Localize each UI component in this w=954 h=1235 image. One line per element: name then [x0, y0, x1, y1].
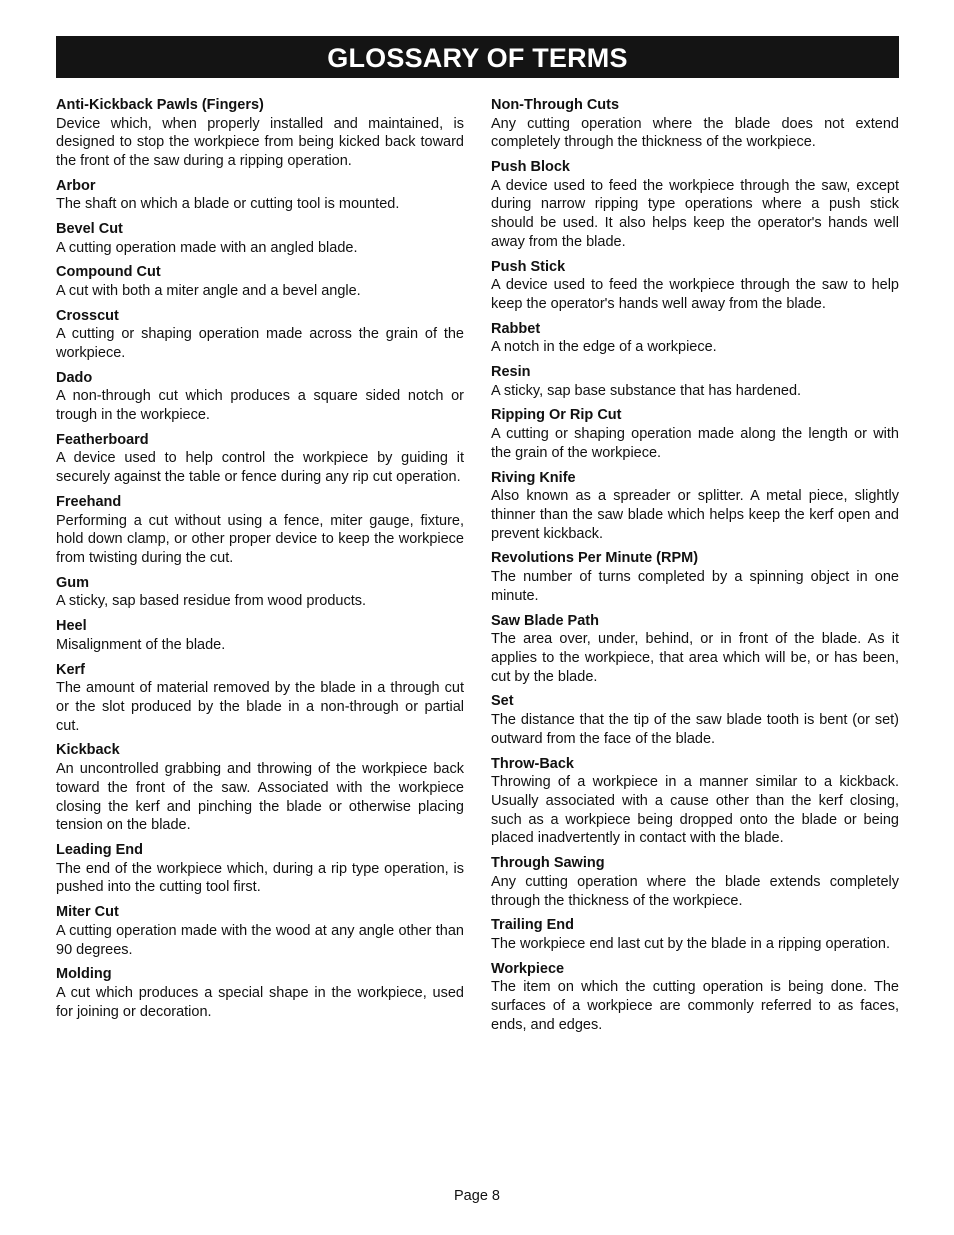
glossary-definition: A device used to feed the workpiece through the saw to help keep the operator's hands well away from the blade. — [491, 277, 899, 313]
glossary-definition: The area over, under, behind, or in front of the blade. As it applies to the workpiece, that area which will be, or has been, cut by the blade. — [491, 631, 899, 685]
glossary-term: Saw Blade Path — [491, 612, 599, 629]
glossary-term: Miter Cut — [56, 904, 119, 921]
glossary-term: Trailing End — [491, 917, 574, 934]
glossary-definition: A cutting operation made with an angled blade. — [56, 239, 358, 256]
page-title: GLOSSARY OF TERMS — [56, 36, 899, 78]
glossary-definition: A cutting operation made with the wood at any angle other than 90 degrees. — [56, 922, 464, 958]
glossary-term: Workpiece — [491, 960, 565, 977]
glossary-entry — [491, 469, 899, 544]
glossary-entry — [491, 612, 899, 687]
glossary-definition: The item on which the cutting operation is being done. The surfaces of a workpiece are commonly referred to as faces, ends, and edges. — [491, 979, 899, 1033]
glossary-definition: A cut which produces a special shape in the workpiece, used for joining or decoration. — [56, 984, 464, 1020]
glossary-entry — [56, 903, 464, 959]
glossary-term: Featherboard — [56, 431, 149, 448]
glossary-definition: A sticky, sap base substance that has hardened. — [491, 382, 802, 399]
glossary-left-column — [56, 96, 464, 1027]
glossary-term: Gum — [56, 574, 90, 591]
glossary-entry — [56, 574, 464, 611]
glossary-definition: The shaft on which a blade or cutting tool is mounted. — [56, 196, 400, 213]
glossary-entry — [491, 406, 899, 462]
glossary-entry — [491, 854, 899, 910]
glossary-entry — [491, 549, 899, 605]
glossary-definition: A device used to feed the workpiece through the saw, except during narrow ripping type operations where a push stick should be used. It also helps keep the operator's hands well away from the blade. — [491, 177, 899, 250]
glossary-definition: Misalignment of the blade. — [56, 636, 226, 653]
glossary-definition: Also known as a spreader or splitter. A metal piece, slightly thinner than the saw blade which helps keep the kerf open and prevent kickback. — [491, 488, 899, 542]
glossary-term: Molding — [56, 966, 112, 983]
glossary-definition: A device used to help control the workpiece by guiding it securely against the table or fence during any rip cut operation. — [56, 450, 464, 486]
glossary-term: Dado — [56, 369, 93, 386]
glossary-term: Rabbet — [491, 320, 541, 337]
glossary-term: Riving Knife — [491, 469, 576, 486]
glossary-entry — [491, 755, 899, 849]
glossary-term: Revolutions Per Minute (RPM) — [491, 550, 699, 567]
glossary-entry — [491, 960, 899, 1035]
glossary-term: Ripping Or Rip Cut — [491, 407, 622, 424]
glossary-entry — [56, 741, 464, 835]
glossary-term: Heel — [56, 618, 87, 635]
glossary-term: Bevel Cut — [56, 221, 123, 238]
glossary-entry — [491, 258, 899, 314]
glossary-term: Through Sawing — [491, 855, 605, 872]
glossary-entry — [56, 617, 464, 654]
glossary-entry — [56, 96, 464, 171]
glossary-entry — [491, 96, 899, 152]
glossary-definition: A cut with both a miter angle and a bevel angle. — [56, 282, 361, 299]
glossary-entry — [56, 177, 464, 214]
glossary-entry — [491, 158, 899, 252]
glossary-entry — [56, 263, 464, 300]
glossary-entry — [491, 320, 899, 357]
glossary-term: Arbor — [56, 177, 96, 194]
glossary-right-column — [491, 96, 899, 1041]
glossary-term: Throw-Back — [491, 755, 574, 772]
glossary-definition: A sticky, sap based residue from wood products. — [56, 593, 367, 610]
glossary-definition: Device which, when properly installed and maintained, is designed to stop the workpiece from being kicked back toward the front of the saw during a ripping operation. — [56, 115, 464, 170]
glossary-definition: Performing a cut without using a fence, miter gauge, fixture, hold down clamp, or other proper device to keep the workpiece from twisting during the cut. — [56, 512, 464, 567]
glossary-entry — [56, 965, 464, 1021]
glossary-entry — [56, 307, 464, 363]
glossary-entry — [491, 692, 899, 748]
glossary-term: Non-Through Cuts — [491, 97, 620, 113]
glossary-definition: The amount of material removed by the blade in a through cut or the slot produced by the blade in a non-through or partial cut. — [56, 680, 464, 734]
glossary-entry — [56, 661, 464, 736]
glossary-term: Freehand — [56, 494, 122, 511]
glossary-definition: Any cutting operation where the blade does not extend completely through the thickness of the workpiece. — [491, 115, 899, 151]
glossary-definition: The workpiece end last cut by the blade in a ripping operation. — [491, 935, 890, 952]
glossary-definition: A non-through cut which produces a square sided notch or trough in the workpiece. — [56, 388, 464, 424]
glossary-term: Push Block — [491, 159, 570, 176]
glossary-entry — [56, 369, 464, 425]
glossary-definition: A cutting or shaping operation made across the grain of the workpiece. — [56, 326, 464, 362]
glossary-term: Anti-Kickback Pawls (Fingers) — [56, 97, 264, 113]
glossary-entry — [56, 841, 464, 897]
glossary-entry — [56, 493, 464, 568]
glossary-term: Compound Cut — [56, 264, 161, 281]
glossary-definition: The end of the workpiece which, during a rip type operation, is pushed into the cutting tool first. — [56, 860, 464, 896]
glossary-entry — [491, 916, 899, 953]
glossary-definition: Throwing of a workpiece in a manner similar to a kickback. Usually associated with a cause other than the kerf closing, such as a workpiece being dropped onto the blade or being placed inadvertently in contact with the blade. — [491, 774, 899, 847]
glossary-term: Kerf — [56, 661, 86, 678]
glossary-term: Kickback — [56, 742, 120, 759]
glossary-term: Resin — [491, 364, 531, 381]
glossary-term: Crosscut — [56, 307, 119, 324]
glossary-entry — [56, 220, 464, 257]
glossary-entry — [56, 431, 464, 487]
glossary-term: Leading End — [56, 842, 143, 859]
glossary-definition: The distance that the tip of the saw blade tooth is bent (or set) outward from the face of the blade. — [491, 711, 899, 747]
glossary-definition: Any cutting operation where the blade extends completely through the thickness of the workpiece. — [491, 873, 899, 909]
page-number: Page 8 — [454, 1188, 500, 1204]
glossary-term: Push Stick — [491, 258, 566, 275]
glossary-definition: A cutting or shaping operation made along the length or with the grain of the workpiece. — [491, 425, 899, 461]
glossary-definition: An uncontrolled grabbing and throwing of the workpiece back toward the front of the saw. Associated with the workpiece closing the kerf and pinching the blade or otherwise placing tension on the blade. — [56, 760, 464, 834]
glossary-definition: A notch in the edge of a workpiece. — [491, 339, 717, 356]
glossary-entry — [491, 363, 899, 400]
glossary-definition: The number of turns completed by a spinning object in one minute. — [491, 568, 899, 604]
glossary-term: Set — [491, 693, 514, 710]
